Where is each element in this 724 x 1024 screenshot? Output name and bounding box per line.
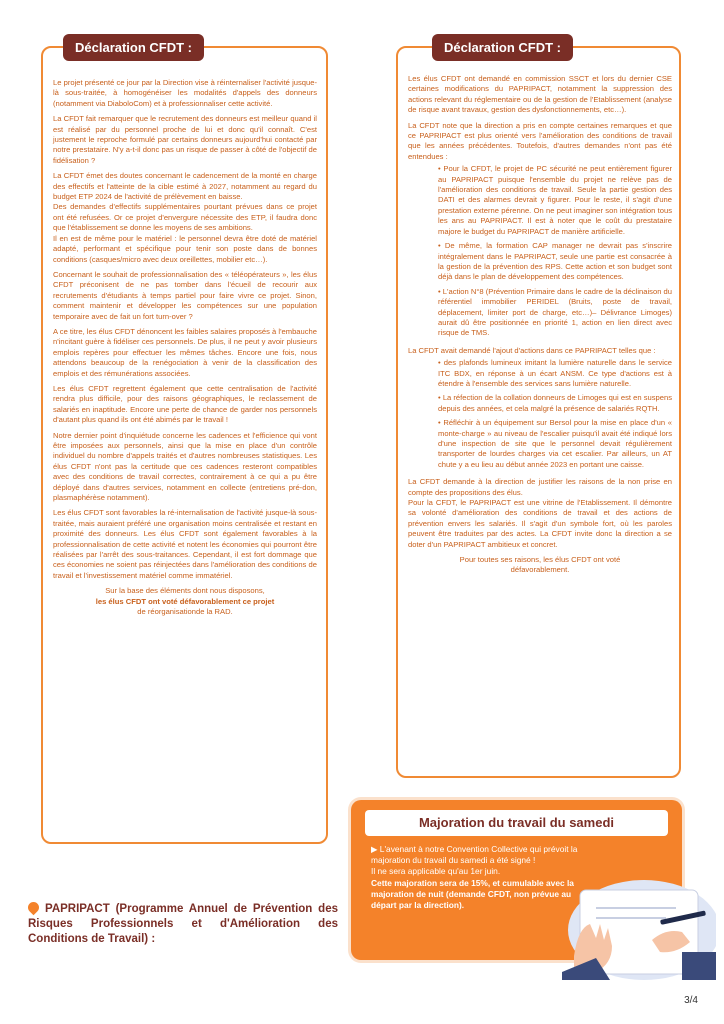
left-paragraph: Il en est de même pour le matériel : le personnel devra être doté de matériel adapté, performant et spécifique pour tenir son poste dans de bonnes conditions (casques/micro avec deux oreillettes, mobilier etc…). xyxy=(53,233,317,264)
right-conclusion-line: défavorablement. xyxy=(510,565,570,575)
left-paragraph: La CFDT émet des doutes concernant le cadencement de la monté en charge des effectifs et l'atteinte de la cible estimé à 2027, notamment au regard du budget ETP 2024 de l'activité de prélèvement en baisse. xyxy=(53,171,317,202)
page-number: 3/4 xyxy=(684,995,698,1006)
left-panel-body xyxy=(53,78,317,618)
left-paragraph: Concernant le souhait de professionnalisation des « téléopérateurs », les élus CFDT préconisent de ne pas tomber dans l'écueil de recourir aux recrutements d'étudiants à temps partiel pour faire vivre ce projet. Sinon, comment maintenir et développer les compétences sur une population temporaire avec de fait un fort turn-over ? xyxy=(53,269,317,321)
right-bullet-text: des plafonds lumineux imitant la lumière naturelle dans le service ITC BDX, en réponse à un écart ANSM. Ce type d'actions est à étendre à l'ensemble des services sans lumière naturelle. xyxy=(438,358,672,388)
right-bullet-text: Pour la CFDT, le projet de PC sécurité ne peut entièrement figurer au PAPRIPACT puisque l'ensemble du projet ne relève pas de l'amélioration des conditions de travail. Seule la partie gestion des DATI et des alarmes devrait y figurer. Pour le reste, il s'agit d'une prestation externe pérenne. On ne peut imaginer son intégration tous les ans au PAPRIPACT. Il est à noter que le coût du prestataire majore le budget du PAPRIPACT de manière artificielle. xyxy=(438,164,672,236)
play-arrow-icon: ▶ xyxy=(371,844,378,854)
right-bullet: • L'action N°8 (Prévention Primaire dans le cadre de la déclinaison du référentiel immobilier PERIDEL (Bruits, poste de travail, déplacement, limiter port de charge, etc…)– Délivrance Limoges) aurait dû être positionnée en priorité 1, action en lien direct avec risque de TMS. xyxy=(438,286,672,338)
saturday-text-3: Cette majoration sera de 15%, et cumulable avec la majoration de nuit (demande CFDT, non prévue au départ par la direction). xyxy=(371,877,574,911)
left-paragraph: Le projet présenté ce jour par la Direction vise à réinternaliser l'activité jusque-là sous-traitée, à homogénéiser les modalités d'appels des donneurs (notamment via DiaboloCom) et à professionnaliser cette activité. xyxy=(53,78,317,108)
right-panel-body xyxy=(408,74,672,576)
right-conclusion-line: Pour toutes ses raisons, les élus CFDT ont voté xyxy=(459,555,621,565)
saturday-text-1: L'avenant à notre Convention Collective qui prévoit la majoration du travail du samedi a été signé ! xyxy=(371,844,578,866)
right-bullet: • La réfection de la collation donneurs de Limoges qui est en suspens depuis des années, et cela malgré la présence de salariés RQTH. xyxy=(438,393,672,413)
papripact-heading xyxy=(28,901,338,947)
left-paragraph: La CFDT fait remarquer que le recrutement des donneurs est meilleur quand il est réalisé par du personnel proche de lui et donc qu'il connaît. C'est justement le reproche formulé par certains donneurs aujourd'hui contacté par notre prestataire. N'y a-t-il donc pas un risque de passer à côté de l'objectif de fidélisation ? xyxy=(53,114,317,165)
papripact-heading-text: PAPRIPACT (Programme Annuel de Prévention des Risques Professionnels et d'Amélioration des Conditions de Travail) : xyxy=(28,903,338,945)
right-bullet: • Pour la CFDT, le projet de PC sécurité ne peut entièrement figurer au PAPRIPACT puisque l'ensemble du projet ne relève pas de l'amélioration des conditions de travail. Seule la partie gestion des DATI et des alarmes devrait y figurer. Pour le reste, il s'agit d'une prestation externe pérenne. On ne peut imaginer son intégration tous les ans au PAPRIPACT. Il est à noter que le coût du prestataire majore le budget du PAPRIPACT de manière artificielle. xyxy=(438,164,672,236)
right-showcase: Pour la CFDT, le PAPRIPACT est une vitrine de l'Etablissement. Il démontre sa volonté d'amélioration des conditions de travail et des actions de prévention envers les salariés. Il s'agit d'un symbole fort, où les paroles peuvent être traduites par des actes. La CFDT invite donc la direction a se doter d'un PAPRIPACT ambitieux et concret. xyxy=(408,498,672,549)
left-paragraph: Les élus CFDT regrettent également que cette centralisation de l'activité rendra plus difficile, pour des raisons géographiques, le reclassement de salariés en inaptitude. Encore une perte de chance de garder nos personnels d'autant plus quand ils ont été abimés par le travail ! xyxy=(53,383,317,425)
saturday-box-text xyxy=(371,844,581,911)
right-note: La CFDT note que la direction a pris en compte certaines remarques et que ce PAPRIPACT est plus orienté vers l'amélioration des conditions de travail que les années précédentes. Toutefois, d'autres demandes n'ont pas été entendues : xyxy=(408,120,672,161)
left-paragraph: Des demandes d'effectifs supplémentaires pourtant prévues dans ce projet ont été refusées. Or ce projet d'envergure nécessite des ETP, il faudra donc que l'établissement se donne les moyens de ses ambitions. xyxy=(53,202,317,233)
right-demand: La CFDT demande à la direction de justifier les raisons de la non prise en compte des propositions des élus. xyxy=(408,477,672,497)
right-bullet: • Réfléchir à un équipement sur Bersol pour la mise en place d'un « monte-charge » au niveau de l'escalier puisqu'il avait été indiqué lors d'une inspection de site que le personnel devait régulièrement transporter de lourdes charges via cet escalier. Par ailleurs, un AT chute y a eu lieu au début année 2023 en portant une caisse. xyxy=(438,418,672,469)
left-conclusion-line: Sur la base des éléments dont nous disposons, xyxy=(105,586,265,596)
left-paragraph: Les élus CFDT sont favorables la ré-internalisation de l'activité jusque-là sous-traitée, mais auraient préféré une organisation moins centralisée et restant en proximité des donneurs. Les élus CFDT sont également favorables à la professionnalisation de cette activité et notent les économies qui pourront être réalisées par l'arrêt des sous-traitances. Cependant, il est fort dommage que ces économies ne soient pas réinjectées dans l'amélioration des conditions de travail et l'investissement matériel comme immatériel. xyxy=(53,508,317,580)
right-conclusion xyxy=(408,555,672,576)
right-bullet-text: La réfection de la collation donneurs de Limoges qui est en suspens depuis des années, et cela malgré la présence de salariés RQTH. xyxy=(438,393,672,413)
right-bullet-text: Réfléchir à un équipement sur Bersol pour la mise en place d'un « monte-charge » au niveau de l'escalier puisqu'il avait été indiqué lors d'une inspection de site que le personnel devait régulièrement transporter de lourdes charges via cet escalier. Par ailleurs, un AT chute y a eu lieu au début année 2023 en portant une caisse. xyxy=(438,418,672,469)
right-intro: Les élus CFDT ont demandé en commission SSCT et lors du dernier CSE certaines modifications du PAPRIPACT, notamment la suppression des actions relevant du réglementaire ou de la gestion de l'Etablissement (analyse de risque avant travaux, gestion des dysfonctionnements, etc…). xyxy=(408,74,672,115)
left-conclusion xyxy=(53,586,317,617)
left-panel-tab: Déclaration CFDT : xyxy=(63,34,204,61)
saturday-text-2: Il ne sera applicable qu'au 1er juin. xyxy=(371,866,501,877)
left-paragraph: A ce titre, les élus CFDT dénoncent les faibles salaires proposés à l'embauche n'incitant guère à fidéliser ces personnels. De plus, il ne peut y avoir plusieurs emplois repères pour effectuer les mêmes tâches. Encore une fois, nous attendons beaucoup de la renégociation à venir de la classification des emplois et des rémunérations associées. xyxy=(53,326,317,378)
location-pin-icon xyxy=(26,900,42,916)
signing-hand-illustration xyxy=(556,868,716,980)
left-conclusion-line: de réorganisationde la RAD. xyxy=(137,607,233,617)
left-paragraph: Notre dernier point d'inquiétude concerne les cadences et l'efficience qui vont être imposées aux personnels, ainsi que la mise en place d'un contrôle individuel du nombre d'appels traités et d'autres nombreuses statistiques. Les élus CFDT n'ont pas la certitude que ces cadences resteront compatibles avec des conditions de travail correctes, contrairement à ce qui a pu être déployé dans d'autres services, notamment en collecte (entretiens pré-don, plasmaphérèse notamment). xyxy=(53,430,317,503)
right-bullet-text: L'action N°8 (Prévention Primaire dans le cadre de la déclinaison du référentiel immobilier PERIDEL (Bruits, poste de travail, déplacement, limiter port de charge, etc…)– Délivrance Limoges) aurait dû être positionnée en priorité 1, action en lien direct avec risque de TMS. xyxy=(438,286,672,338)
right-bullet-text: De même, la formation CAP manager ne devrait pas s'inscrire intégralement dans le PAPRIPACT, seule une partie est consacrée à la gestion de la prévention des RPS. Cette action et son budget sont déjà dans le plan de développement des compétences. xyxy=(438,241,672,282)
left-conclusion-line: les élus CFDT ont voté défavorablement ce projet xyxy=(95,596,275,606)
right-bullet: • De même, la formation CAP manager ne devrait pas s'inscrire intégralement dans le PAPRIPACT, seule une partie est consacrée à la gestion de la prévention des RPS. Cette action et son budget sont déjà dans le plan de développement des compétences. xyxy=(438,241,672,282)
right-bullet: • des plafonds lumineux imitant la lumière naturelle dans le service ITC BDX, en réponse à un écart ANSM. Ce type d'actions est à étendre à l'ensemble des services sans lumière naturelle. xyxy=(438,358,672,388)
right-added: La CFDT avait demandé l'ajout d'actions dans ce PAPRIPACT telles que : xyxy=(408,345,656,355)
right-panel-tab: Déclaration CFDT : xyxy=(432,34,573,61)
saturday-box-title: Majoration du travail du samedi xyxy=(365,810,668,836)
